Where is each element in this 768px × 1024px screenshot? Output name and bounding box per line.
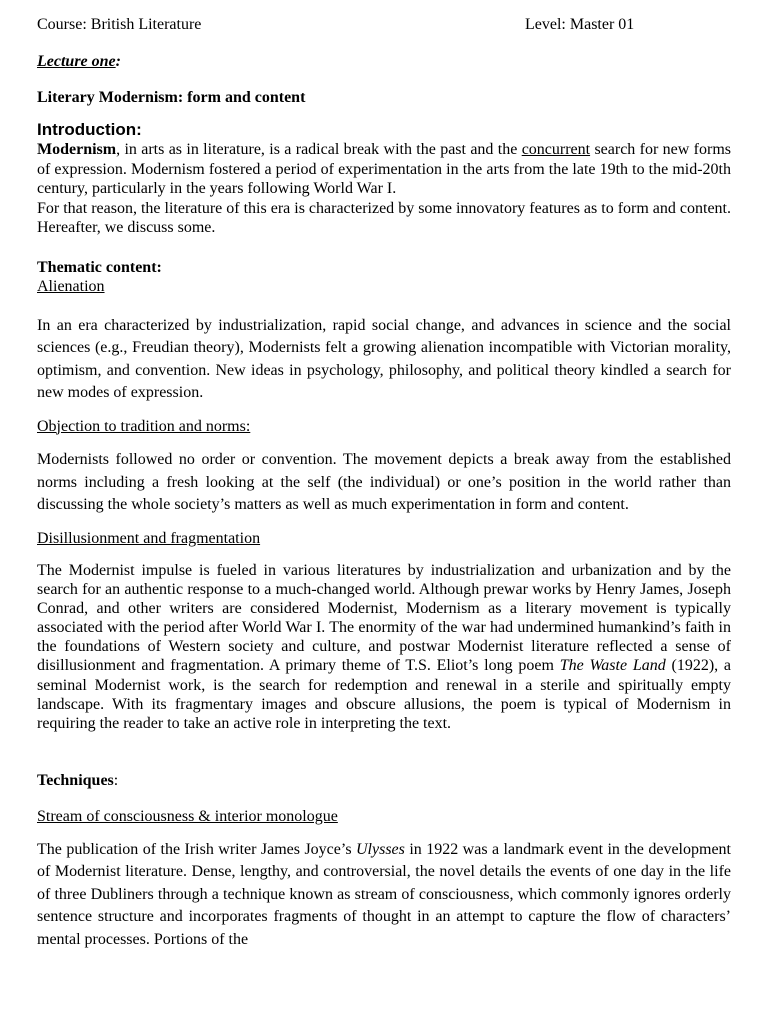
stream-text-b: in 1922 was a landmark event in the development of Modernist literature. Dense, lengthy, and controversial, the novel details the events of one day in the life of three Dubliners through a technique known as stream of consciousness, which commonly ignores orderly sentence structure and incorporates fragments of thought in an attempt to capture the flow of characters’ mental processes. Portions of the [37,840,731,948]
disillusionment-paragraph [37,561,731,733]
level-label: Level: Master 01 [525,16,635,33]
intro-text-a: , in arts as in literature, is a radical break with the past and the [116,141,522,158]
techniques-heading [37,771,731,791]
lecture-label [37,52,731,72]
intro-text-b: search for new forms of expression. Modernism fostered a period of experimentation in the arts from the late 19th to the mid-20th century, particularly in the years following World War I. [37,141,731,197]
disillusionment-heading: Disillusionment and fragmentation [37,529,261,547]
disillusionment-text-b: (1922), a seminal Modernist work, is the search for redemption and renewal in a sterile and spiritually empty landscape. With its fragmentary images and obscure allusions, the poem is typical of Modernism in requiring the reader to take an active role in interpreting the text. [37,657,732,732]
ulysses-title: Ulysses [356,840,405,858]
concurrent-word: concurrent [521,141,591,158]
lecture-label-colon: : [115,53,121,70]
modernism-term: Modernism [37,141,117,158]
stream-paragraph [37,839,731,952]
introduction-paragraph-2: For that reason, the literature of this era is characterized by some innovatory features as to form and content. Hereafter, we discuss some. [37,199,731,236]
document-body [37,52,731,951]
alienation-paragraph: In an era characterized by industrialization, rapid social change, and advances in science and the social sciences (e.g., Freudian theory), Modernists felt a growing alienation incompatible with Victorian morality, optimism, and convention. New ideas in psychology, philosophy, and political theory kindled a search for new modes of expression. [37,316,731,401]
techniques-heading-text: Techniques [37,771,114,789]
techniques-colon: : [113,771,119,789]
waste-land-title: The Waste Land [559,657,666,675]
stream-text-a: The publication of the Irish writer James Joyce’s [37,840,356,858]
page-title: Literary Modernism: form and content [37,88,306,106]
thematic-heading: Thematic content: [37,258,162,276]
disillusionment-text-a: The Modernist impulse is fueled in various literatures by industrialization and urbanization and by the search for an authentic response to a much-changed world. Although prewar works by Henry James, Joseph Conrad, and other writers are considered Modernist, Modernism as a literary movement is typically associated with the period after World War I. The enormity of the war had undermined humankind’s faith in the foundations of Western society and culture, and postwar Modernist literature reflected a sense of disillusionment and fragmentation. A primary theme of T.S. Eliot’s long poem [37,562,731,675]
introduction-paragraph [37,140,731,199]
page-header [37,16,730,38]
objection-paragraph: Modernists followed no order or convention. The movement depicts a break away from the established norms including a fresh looking at the self (the individual) or one’s position in the world rather than discussing the whole society’s matters as well as much experimentation in form and content. [37,451,731,513]
alienation-heading: Alienation [37,278,105,295]
objection-heading: Objection to tradition and norms: [37,417,251,435]
introduction-heading: Introduction: [37,120,142,139]
lecture-label-text: Lecture one [37,53,116,70]
course-label: Course: British Literature [37,16,202,33]
stream-heading: Stream of consciousness & interior monologue [37,808,338,826]
